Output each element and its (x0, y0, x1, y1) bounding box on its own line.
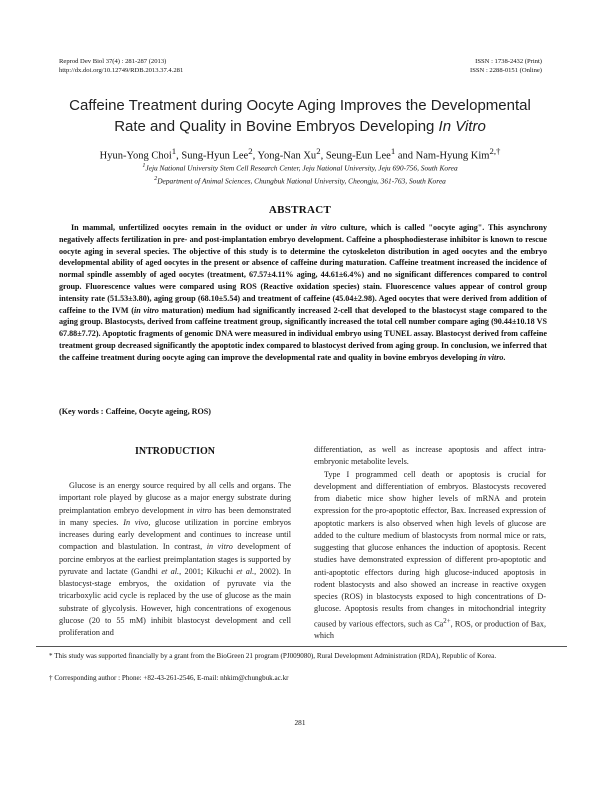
affiliation-2 (40, 176, 560, 185)
author-sup: 1 (390, 146, 396, 156)
intro-italic: et al. (161, 566, 180, 576)
issn-header (470, 57, 542, 75)
intro-text: , 2002). In blastocyst-stage embryos, the oxidation of pyruvate via the tricarboxylic acid cycle is replaced by the use of glucose as the main substrate of glycolysis. However, high concentrations of exogenous glucose (20 to 55 mM) inhibit blastocyst development and cell proliferation and (59, 566, 292, 637)
introduction-heading: INTRODUCTION (134, 446, 215, 457)
intro-paragraph: differentiation, as well as increase apoptosis and affect intra-embryonic metabolite levels. (314, 445, 546, 467)
abstract-italic: in vitro (310, 223, 337, 232)
issn-print: ISSN : 1738-2432 (Print) (475, 58, 542, 65)
abstract-body (59, 222, 547, 364)
abstract-text: . (503, 352, 506, 362)
footnote-rule (36, 646, 567, 647)
title-line-1: Caffeine Treatment during Oocyte Aging Improves the Developmental (69, 97, 531, 114)
footnote-corresponding (43, 673, 572, 684)
intro-paragraph (314, 469, 546, 643)
affiliation-text: Department of Animal Sciences, Chungbuk National University, Cheongju, 361-763, South Korea (157, 176, 446, 186)
abstract-italic: in vitro (133, 305, 159, 315)
author-sup: 2,† (489, 146, 501, 156)
abstract-text: maturation) medium had significantly increased 2-cell that developed to the blastocyst stage compared to the aging group. Blastocysts, derived from caffeine treatment group, significantly increased the total cell number compare aging (90.44±10.18 VS 67.88±7.72). Apoptotic fragments of genomic DNA were measured in individual embryo using TUNEL assay. Blastocyst derived from caffeine treatment group decreased significantly the apoptotic index compared to blastocyst derived from aging group. In conclusion, we inferred that the caffeine treatment during oocyte aging can improve the developmental rate and quality in bovine embryos developing (59, 305, 547, 362)
intro-italic: et al. (236, 566, 255, 576)
intro-right-column (314, 444, 546, 643)
title-line-2 (40, 116, 560, 137)
intro-text: , ROS, or production of Bax, which (314, 619, 546, 641)
author-sup: 2 (316, 146, 321, 156)
abstract-heading: ABSTRACT (268, 204, 332, 216)
affiliation-text: Jeju National University Stem Cell Research Center, Jeju National University, Jeju 690-756, South Korea (145, 163, 458, 173)
intro-text: development of porcine embryos at the earliest preimplantation stages is supported by pyruvate and lactate (Gandhi (59, 542, 292, 576)
intro-text: Type I programmed cell death or apoptosis is crucial for development and differentiation of embryos. Blastocysts recovered from diabetic mice show higher levels of mRNA and protein expression for the pro-apoptotic effector, Bax. Increased expression of apoptotic markers is also observed when high levels of glucose are added to the culture medium of blastocysts from normal mice or rats, suggesting that glucose enhances the induction of apoptosis. Recent studies have demonstrated expression of different pro-apoptotic and anti-apoptotic effectors during high glucose-induced apoptosis in rodent blastocysts and also showed an increase in reactive oxygen species (ROS) in blastocysts exposed to high concentrations of D-glucose. Apoptosis results from changes in mitochondrial integrity caused by various effectors, such as Ca (314, 469, 546, 629)
doi-link[interactable]: http://dx.doi.org/10.12749/RDB.2013.37.4.281 (59, 67, 184, 74)
title-line-2-italic: In Vitro (438, 118, 486, 135)
intro-text: has been demonstrated in many species. (59, 505, 292, 527)
keywords: (Key words : Caffeine, Oocyte ageing, ROS) (59, 407, 211, 416)
author: Hyun-Yong Choi (99, 150, 172, 162)
intro-text: Glucose is an energy source required by all cells and organs. The important role played by glucose as a major energy substrate during preimplantation embryo development (59, 481, 291, 515)
issn-online: ISSN : 2288-0151 (Online) (470, 67, 542, 74)
footnote-text: Corresponding author : Phone: +82-43-261-2546, E-mail: nhkim@chungbuk.ac.kr (54, 674, 289, 682)
affiliation-sup: 1 (142, 163, 146, 169)
intro-italic: in vitro (187, 505, 212, 515)
intro-sup: 2+ (443, 617, 451, 625)
footnote-funding (43, 651, 572, 662)
footnote-mark: † (49, 674, 53, 682)
author-list: Hyun-Yong Choi$^1$, Sung-Hyun Lee$^2$, Yong-Nan Xu$^2$, Seung-Eun Lee$^1$ and Nam-Hyung Kim$^{2,\dagger}$ (99, 146, 501, 162)
intro-text: , 2001; Kikuchi (179, 566, 237, 576)
title-line-2-text: Rate and Quality in Bovine Embryos Developing (114, 118, 439, 135)
author: Seung-Eun Lee (325, 150, 391, 162)
author: Sung-Hyun Lee (181, 150, 249, 162)
footnote-text: This study was supported financially by a grant from the BioGreen 21 program (PJ009080), Rural Development Administration (RDA), Republic of Korea. (54, 652, 497, 660)
footnote-mark: * (49, 652, 53, 660)
abstract-text: culture, which is called "oocyte aging". This asynchrony negatively affects fertilization in pre- and post-implantation embryo development. Caffeine a phosphodiesterase inhibitor is known to rescue oocyte aging in several species. The objective of this study is to determine the cytoskeleton distribution in aged oocytes and the embryo developmental ability of aged oocytes in the present or absence of caffeine during maturation. Caffeine treatment increased the incidence of normal spindle assembly of aged oocytes (treatment, 67.57±4.11% aging, 44.61±6.4%) and no significant differences compared to control group. Fluorescence values were compared using ROS (Reactive oxidation species) stain. Fluorescence values appear of control group intensity rate (51.53±3.80), aging group (68.10±5.54) and treatment of caffeine (45.04±2.98). Aged oocytes that were derived from addition of caffeine to the IVM ( (59, 223, 547, 315)
author: Nam-Hyung Kim (415, 150, 490, 162)
page-number: 281 (294, 718, 306, 727)
abstract-text: In mammal, unfertilized oocytes remain in the oviduct or under (71, 223, 311, 232)
paper-title (40, 95, 560, 137)
author-sup: 1 (171, 146, 177, 156)
journal-citation: Reprod Dev Biol 37(4) : 281-287 (2013) (59, 58, 167, 65)
author-sup: 2 (248, 146, 253, 156)
intro-italic: In vivo, (123, 517, 151, 527)
intro-text: glucose utilization in porcine embryos increases during early development and continues to increase until compaction and blastulation. In contrast, (59, 517, 291, 552)
affiliation-1 (40, 163, 560, 172)
author: Yong-Nan Xu (257, 150, 317, 162)
intro-italic: in vitro (206, 542, 233, 552)
intro-left-column (59, 480, 291, 639)
abstract-italic: in vitro (479, 352, 504, 362)
affiliation-sup: 2 (154, 176, 158, 182)
journal-header (59, 57, 183, 75)
